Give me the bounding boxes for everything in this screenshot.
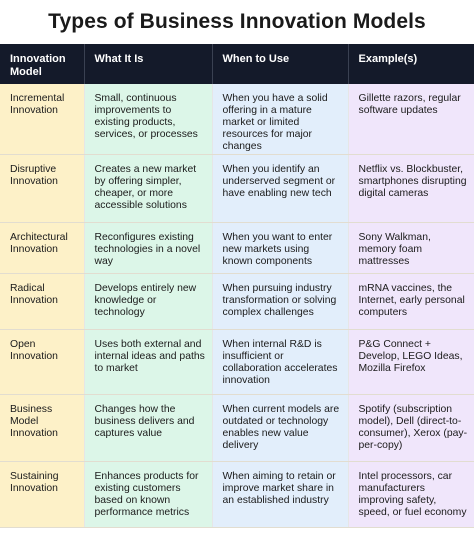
cell-when: When pursuing industry transformation or solving complex challenges: [212, 273, 348, 329]
innovation-models-table: [0, 44, 474, 528]
cell-model: Open Innovation: [0, 329, 84, 394]
table-row: [0, 329, 474, 394]
cell-what: Uses both external and internal ideas and paths to market: [84, 329, 212, 394]
cell-what: Develops entirely new knowledge or technology: [84, 273, 212, 329]
cell-examples: Intel processors, car manufacturers improving safety, speed, or fuel economy: [348, 461, 474, 527]
table-row: [0, 222, 474, 273]
cell-what: Small, continuous improvements to existing products, services, or processes: [84, 84, 212, 154]
table-row: [0, 394, 474, 461]
cell-examples: Spotify (subscription model), Dell (direct-to-consumer), Xerox (pay-per-copy): [348, 394, 474, 461]
cell-when: When current models are outdated or technology enables new value delivery: [212, 394, 348, 461]
header-innovation-model: Innovation Model: [0, 44, 84, 84]
cell-model: Business Model Innovation: [0, 394, 84, 461]
cell-model: Radical Innovation: [0, 273, 84, 329]
table-header-row: [0, 44, 474, 84]
cell-what: Reconfigures existing technologies in a novel way: [84, 222, 212, 273]
table-row: [0, 273, 474, 329]
cell-what: Changes how the business delivers and captures value: [84, 394, 212, 461]
cell-when: When you want to enter new markets using known components: [212, 222, 348, 273]
cell-examples: Gillette razors, regular software updates: [348, 84, 474, 154]
page-title: Types of Business Innovation Models: [48, 10, 426, 33]
cell-when: When internal R&D is insufficient or collaboration accelerates innovation: [212, 329, 348, 394]
cell-what: Creates a new market by offering simpler, cheaper, or more accessible solutions: [84, 154, 212, 222]
header-what-it-is: What It Is: [84, 44, 212, 84]
cell-what: Enhances products for existing customers based on known performance metrics: [84, 461, 212, 527]
header-when-to-use: When to Use: [212, 44, 348, 84]
cell-examples: mRNA vaccines, the Internet, early personal computers: [348, 273, 474, 329]
table-row: [0, 84, 474, 154]
cell-examples: P&G Connect + Develop, LEGO Ideas, Mozilla Firefox: [348, 329, 474, 394]
cell-examples: Netflix vs. Blockbuster, smartphones disrupting digital cameras: [348, 154, 474, 222]
cell-examples: Sony Walkman, memory foam mattresses: [348, 222, 474, 273]
cell-when: When aiming to retain or improve market share in an established industry: [212, 461, 348, 527]
table-row: [0, 154, 474, 222]
cell-when: When you have a solid offering in a mature market or limited resources for major changes: [212, 84, 348, 154]
cell-model: Incremental Innovation: [0, 84, 84, 154]
header-examples: Example(s): [348, 44, 474, 84]
cell-model: Architectural Innovation: [0, 222, 84, 273]
cell-when: When you identify an underserved segment or have enabling new tech: [212, 154, 348, 222]
table-row: [0, 461, 474, 527]
cell-model: Sustaining Innovation: [0, 461, 84, 527]
cell-model: Disruptive Innovation: [0, 154, 84, 222]
